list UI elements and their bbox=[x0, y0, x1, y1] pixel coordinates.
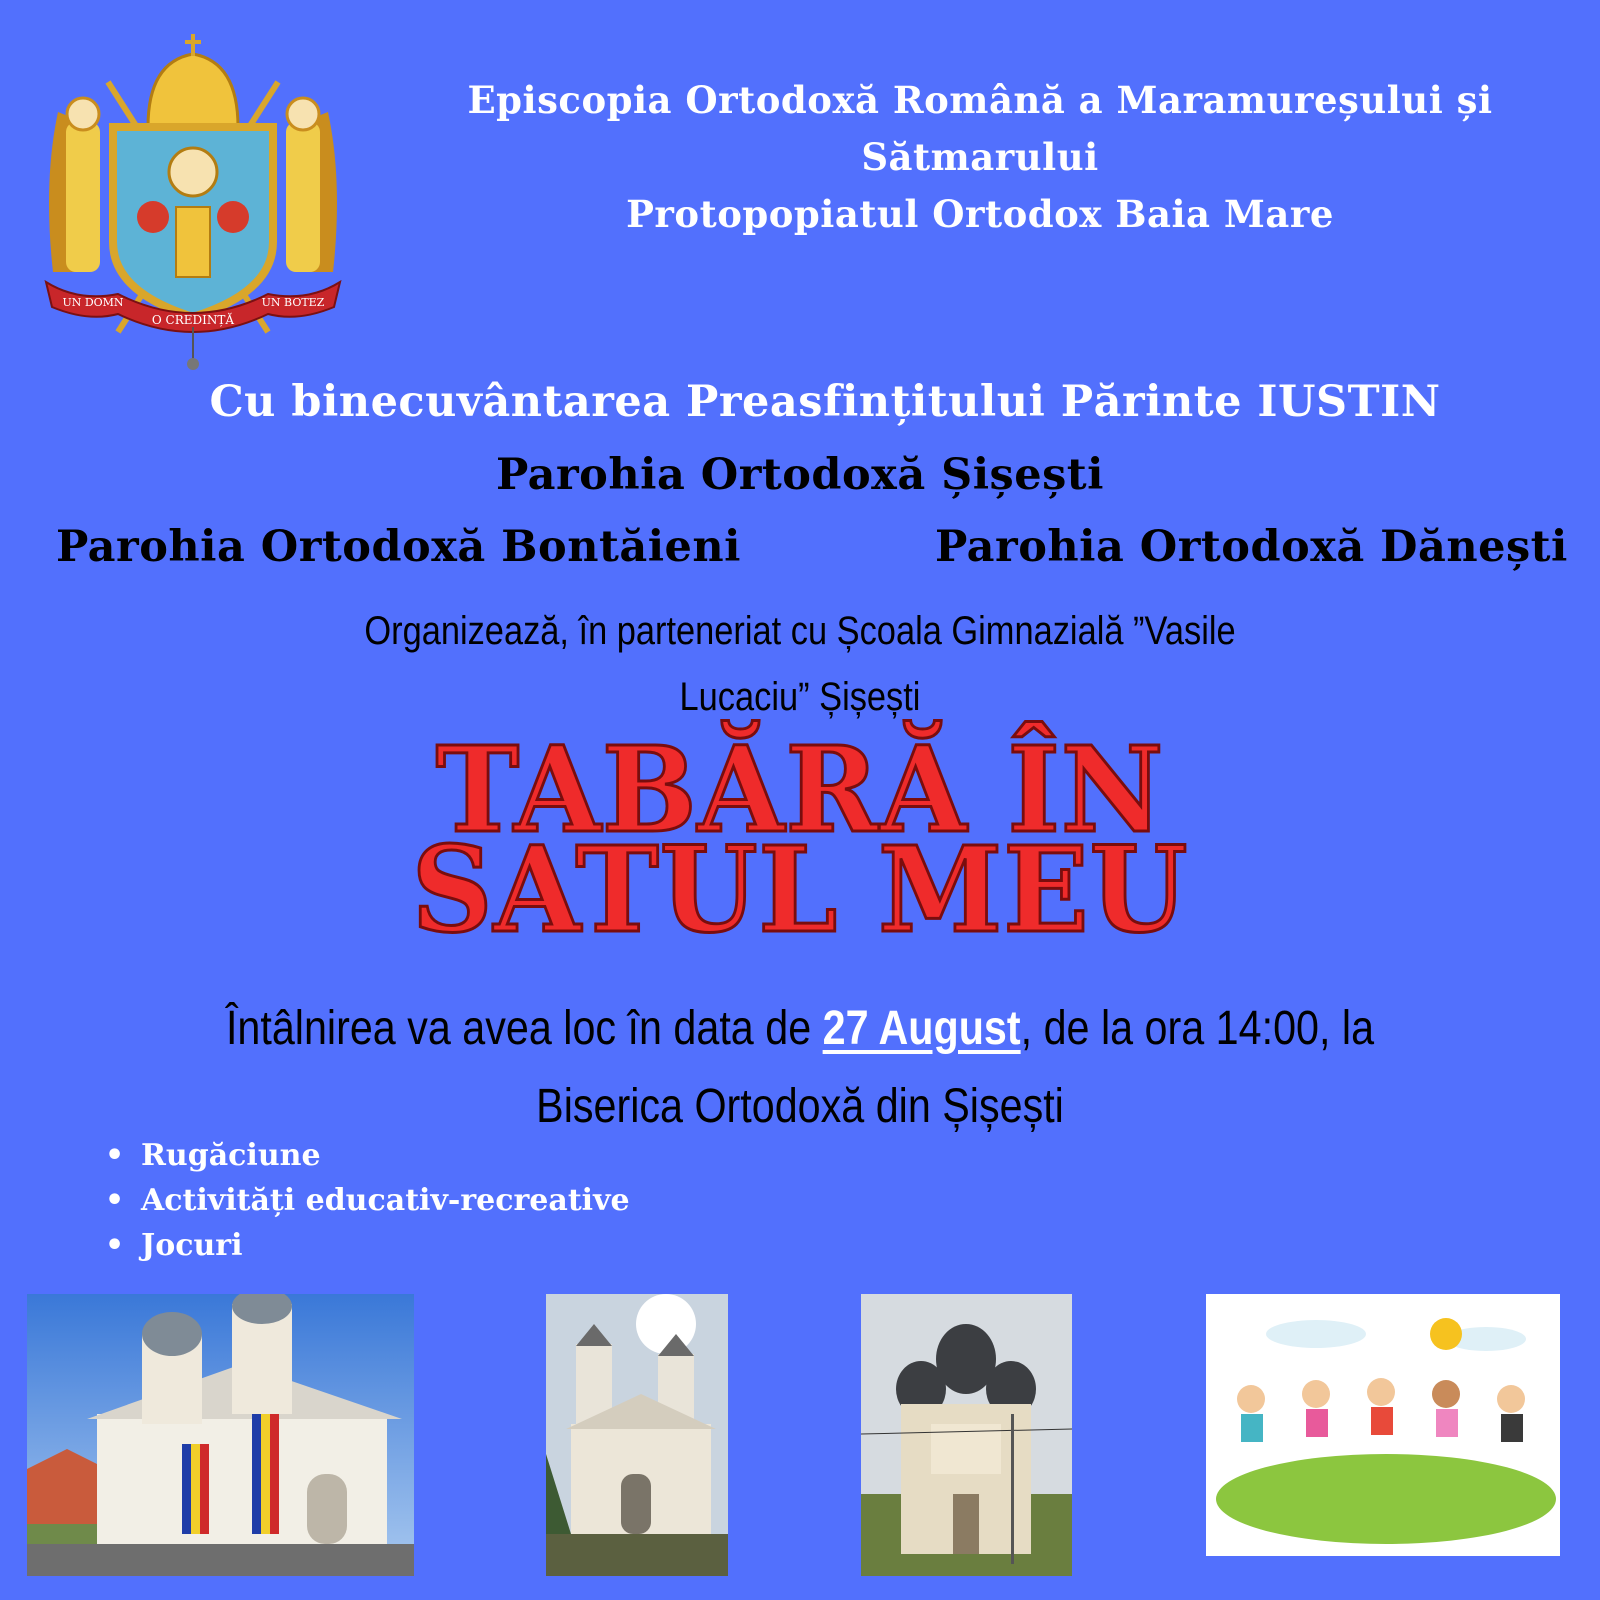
partnership-line-2: Lucaciu” Șișești bbox=[679, 675, 921, 719]
activity-item: • Activități educativ-recreative bbox=[105, 1178, 630, 1223]
right-angel-icon bbox=[286, 98, 337, 272]
parish-sisesti: Parohia Ortodoxă Șișești bbox=[495, 450, 1105, 500]
diocese-line-2: Sătmarului bbox=[861, 135, 1099, 179]
coat-of-arms-logo bbox=[38, 32, 348, 372]
meeting-date: 27 August bbox=[822, 1002, 1021, 1055]
partnership-text bbox=[327, 598, 1273, 730]
meeting-time: , de la ora 14:00, la bbox=[1020, 1002, 1375, 1055]
event-title-line-1: TABĂRĂ ÎN bbox=[435, 720, 1165, 859]
protopopiat-line: Protopopiatul Ortodox Baia Mare bbox=[626, 192, 1334, 236]
activity-item: • Rugăciune bbox=[105, 1133, 630, 1178]
event-title-line-2: SATUL MEU bbox=[411, 820, 1189, 959]
meeting-intro: Întâlnirea va avea loc în data de bbox=[225, 1002, 823, 1055]
parish-danesti: Parohia Ortodoxă Dănești bbox=[935, 522, 1568, 572]
diocese-header bbox=[450, 72, 1510, 243]
church-photo-danesti bbox=[861, 1294, 1072, 1576]
left-angel-icon bbox=[49, 98, 100, 272]
meeting-location: Biserica Ortodoxă din Șișești bbox=[536, 1080, 1064, 1133]
meeting-info bbox=[181, 990, 1419, 1146]
meeting-line-1 bbox=[181, 990, 1419, 1068]
activity-item: • Jocuri bbox=[105, 1223, 630, 1268]
blessing-line: Cu binecuvântarea Preasfințitului Părinte IUSTIN bbox=[209, 377, 1441, 427]
partnership-line-1: Organizează, în parteneriat cu Școala Gimnazială ”Vasile bbox=[364, 609, 1236, 653]
diocese-line-1: Episcopia Ortodoxă Română a Maramureșului și bbox=[467, 78, 1493, 122]
activities-list bbox=[105, 1133, 630, 1268]
kids-playing-illustration bbox=[1206, 1294, 1560, 1556]
ribbon-left-text: UN DOMN bbox=[62, 296, 124, 309]
event-title bbox=[325, 720, 1275, 959]
ribbon-right-text: UN BOTEZ bbox=[261, 296, 325, 309]
parish-bontaieni: Parohia Ortodoxă Bontăieni bbox=[56, 522, 741, 572]
ribbon-center-text: O CREDINȚĂ bbox=[151, 313, 235, 327]
church-photo-bontaieni bbox=[546, 1294, 728, 1576]
church-photo-sisesti bbox=[27, 1294, 414, 1576]
